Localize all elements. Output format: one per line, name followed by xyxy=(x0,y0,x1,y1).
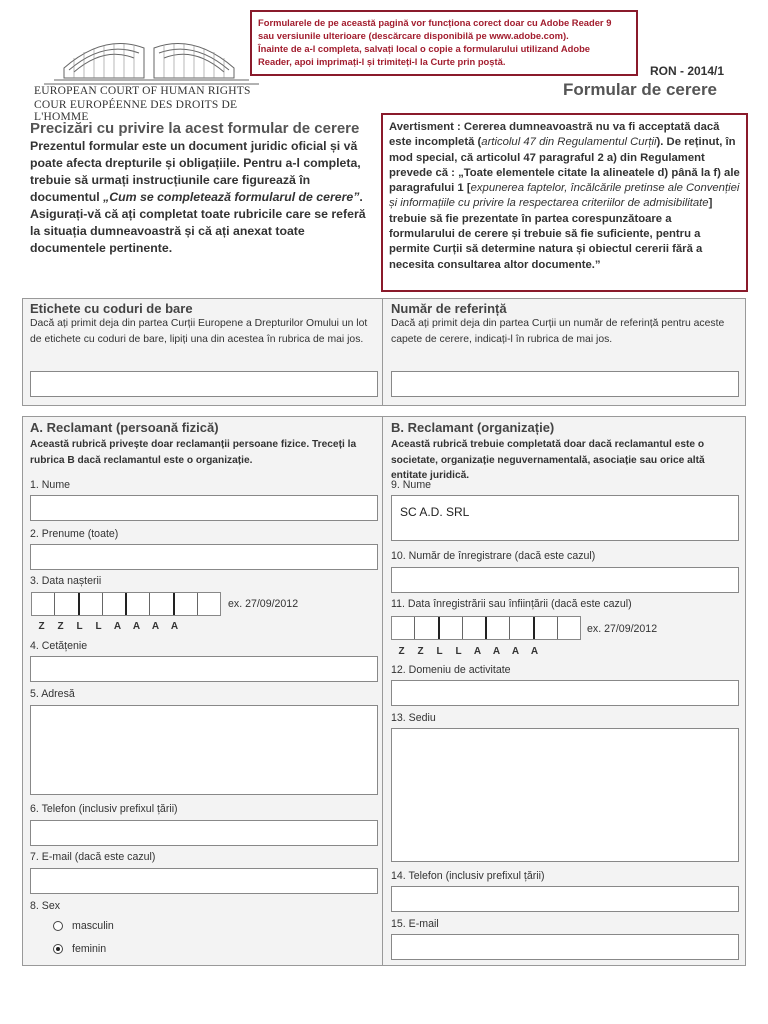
sex-male-radio[interactable] xyxy=(53,921,63,931)
label-registration-number: 10. Număr de înregistrare (dacă este cazul) xyxy=(391,550,596,562)
section-b-heading: B. Reclamant (organizație) xyxy=(391,420,555,435)
label-nume: 1. Nume xyxy=(30,479,71,491)
panel-divider xyxy=(382,416,383,966)
registration-date-format: Z Z L L A A A A xyxy=(398,646,539,657)
notice-line: Formularele de pe această pagină vor funcționa corect doar cu Adobe Reader 9 xyxy=(258,17,612,28)
phone-field-b[interactable] xyxy=(391,886,739,912)
email-field-a[interactable] xyxy=(30,868,378,894)
label-phone-a: 6. Telefon (inclusiv prefixul țării) xyxy=(30,803,178,815)
registration-number-field[interactable] xyxy=(391,567,739,593)
birth-date-format: Z Z L L A A A A xyxy=(38,621,179,632)
registration-date-example: ex. 27/09/2012 xyxy=(587,623,658,635)
label-email-b: 15. E-mail xyxy=(391,918,439,930)
citizenship-field[interactable] xyxy=(30,656,378,682)
label-prenume: 2. Prenume (toate) xyxy=(30,528,119,540)
section-a-heading: A. Reclamant (persoană fizică) xyxy=(30,420,219,435)
barcode-field[interactable] xyxy=(30,371,378,397)
notice-line: sau versiunile ulterioare (descărcare disponibilă pe www.adobe.com). xyxy=(258,30,569,41)
first-names-field[interactable] xyxy=(30,544,378,570)
label-email-a: 7. E-mail (dacă este cazul) xyxy=(30,851,156,863)
barcode-heading: Etichete cu coduri de bare xyxy=(30,301,193,316)
label-registration-date: 11. Data înregistrării sau înființării (dacă este cazul) xyxy=(391,598,632,610)
label-sex: 8. Sex xyxy=(30,900,61,912)
sex-female-label: feminin xyxy=(72,943,107,955)
label-citizenship: 4. Cetățenie xyxy=(30,640,88,652)
section-b-text: Această rubrică trebuie completată doar dacă reclamantul este o societate, organizație neguvernamentală, asociație sau orice altă entitate juridică. xyxy=(391,439,705,481)
sex-female-radio[interactable] xyxy=(53,944,63,954)
notice-line: Reader, apoi imprimați-l și trimiteți-l la Curte prin poștă. xyxy=(258,56,506,67)
label-headquarters: 13. Sediu xyxy=(391,712,436,724)
phone-field-a[interactable] xyxy=(30,820,378,846)
address-field[interactable] xyxy=(30,705,378,795)
org-name-field[interactable] xyxy=(391,495,739,541)
label-org-name: 9. Nume xyxy=(391,479,432,491)
label-activity-field: 12. Domeniu de activitate xyxy=(391,664,511,676)
reference-number-field[interactable] xyxy=(391,371,739,397)
court-name-fr: COUR EUROPÉENNE DES DROITS DE L'HOMME xyxy=(34,99,238,123)
birth-date-field[interactable] xyxy=(31,592,221,616)
adobe-notice xyxy=(250,10,638,76)
form-code: RON - 2014/1 xyxy=(650,64,725,78)
intro-heading: Precizări cu privire la acest formular de cerere xyxy=(30,120,360,137)
reference-heading: Număr de referință xyxy=(391,301,507,316)
headquarters-field[interactable] xyxy=(391,728,739,862)
birth-date-example: ex. 27/09/2012 xyxy=(228,598,299,610)
warning-box: Avertisment : Cererea dumneavoastră nu va fi acceptată dacă este incompletă (articolul 47 din Regulamentul Curții). De reținut, în mod special, că articolul 47 paragraful 2 a) din Regulament prevede că : „Toate elementele citate la alineatele d) până la f) ale paragrafului 1 [expunerea faptelor, încălcările pretinse ale Convenției și informațiile cu privire la respectarea criteriilor de admisibilitate] trebuie să fie prezentate în partea corespunzătoare a formularului de cerere și trebuie să fie suficiente, pentru a permite Curții să determine natura și obiectul cererii fără a necesita consultarea altor documente.” xyxy=(381,113,748,292)
form-title: Formular de cerere xyxy=(563,80,718,99)
panel-divider xyxy=(382,298,383,406)
barcode-text: Dacă ați primit deja din partea Curții Europene a Drepturilor Omului un lot de etichete cu coduri de bare, lipiți una din acestea în rubrica de mai jos. xyxy=(30,318,368,345)
court-name-en: EUROPEAN COURT OF HUMAN RIGHTS xyxy=(34,85,251,97)
section-a-text: Această rubrică privește doar reclamanții persoane fizice. Treceți la rubrica B dacă reclamantul este o organizație. xyxy=(30,439,357,466)
org-name-value: SC A.D. SRL xyxy=(400,505,470,519)
activity-field[interactable] xyxy=(391,680,739,706)
label-birth-date: 3. Data nașterii xyxy=(30,575,102,587)
notice-line: Înainte de a-l completa, salvați local o copie a formularului utilizand Adobe xyxy=(258,43,591,54)
intro-text: Prezentul formular este un document juridic oficial și vă poate afecta drepturile și obligațiile. Pentru a-l completa, trebuie să urmați instrucțiunile care figurează în documentul „Cum se completează formularul de cerere”. Asigurați-vă că ați completat toate rubricile care se referă la situația dumneavoastră și că ați anexat toate documentele pertinente. xyxy=(30,139,366,255)
label-phone-b: 14. Telefon (inclusiv prefixul țării) xyxy=(391,870,545,882)
email-field-b[interactable] xyxy=(391,934,739,960)
surname-field[interactable] xyxy=(30,495,378,521)
registration-date-field[interactable] xyxy=(391,616,581,640)
reference-text: Dacă ați primit deja din partea Curții un număr de referință pentru aceste capete de cerere, indicați-l în rubrica de mai jos. xyxy=(391,318,725,345)
label-address: 5. Adresă xyxy=(30,688,75,700)
sex-male-label: masculin xyxy=(72,920,114,932)
